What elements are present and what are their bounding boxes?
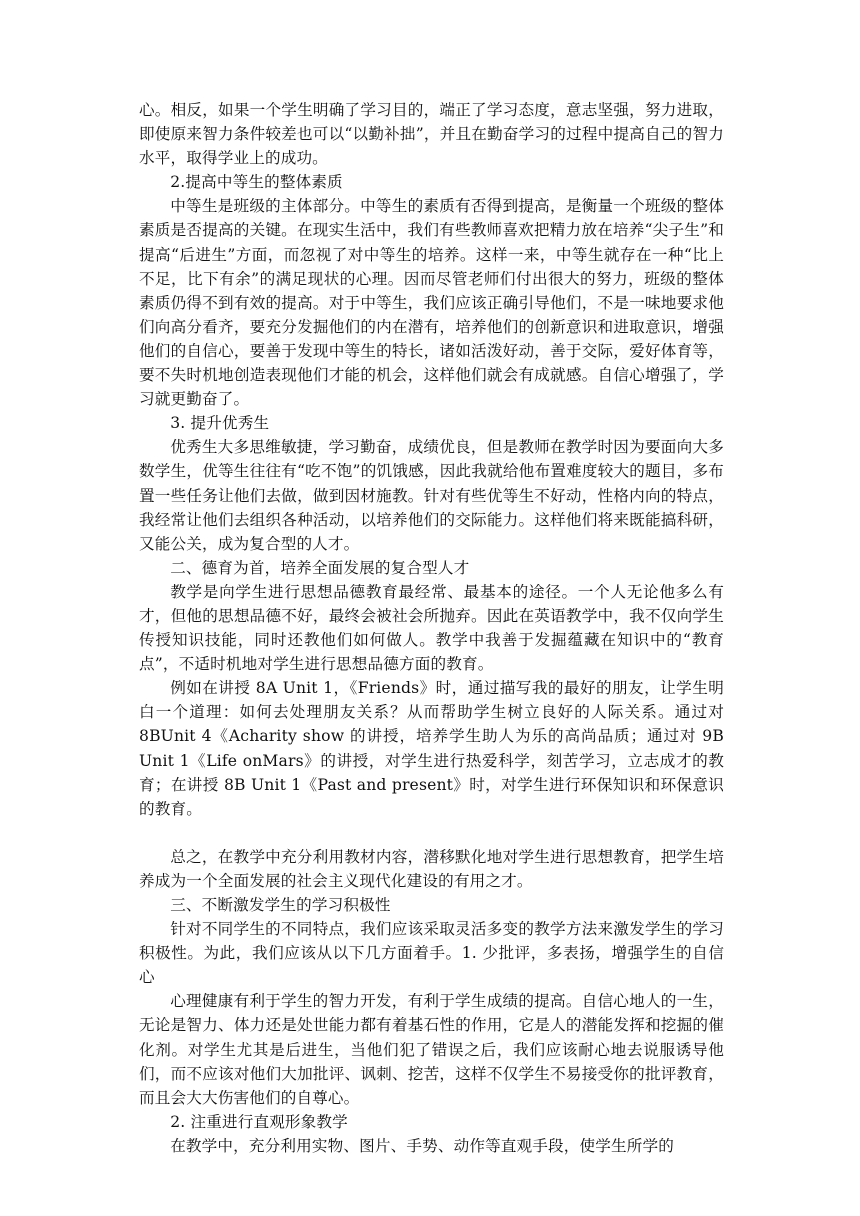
paragraph-middle-students: 中等生是班级的主体部分。中等生的素质有否得到提高，是衡量一个班级的整体素质是否提高的关键。在现实生活中，我们有些教师喜欢把精力放在培养“尖子生”和提高“后进生”方面，而忽视了对中等生的培养。这样一来，中等生就存在一种“比上不足，比下有余”的满足现状的心理。因而尽管老师们付出很大的努力，班级的整体素质仍得不到有效的提高。对于中等生，我们应该正确引导他们，不是一味地要求他们向高分看齐，要充分发掘他们的内在潜有，培养他们的创新意识和进取意识，增强他们的自信心，要善于发现中等生的特长，诸如活泼好动，善于交际，爱好体育等，要不失时机地创造表现他们才能的机会，这样他们就会有成就感。自信心增强了，学习就更勤奋了。	[139, 197, 724, 409]
heading-middle-students: 2.提高中等生的整体素质	[170, 173, 343, 192]
heading-motivation: 三、不断激发学生的学习积极性	[170, 896, 391, 914]
paragraph-continuation: 心。相反，如果一个学生明确了学习目的，端正了学习态度，意志坚强，努力进取，即使原来智力条件较差也可以“以勤补拙”，并且在勤奋学习的过程中提高自己的智力水平，取得学业上的成功。	[139, 101, 724, 168]
heading-visual-teaching: 2. 注重进行直观形象教学	[170, 1112, 348, 1131]
paragraph-visual-teaching: 在教学中，充分利用实物、图片、手势、动作等直观手段，使学生所学的	[170, 1136, 674, 1155]
document-page	[139, 98, 724, 1158]
heading-moral-education: 二、德育为首，培养全面发展的复合型人才	[170, 558, 470, 577]
paragraph-confidence: 心理健康有利于学生的智力开发，有利于学生成绩的提高。自信心地人的一生，无论是智力、体力还是处世能力都有着基石性的作用，它是人的潜能发挥和挖掘的催化剂。对学生尤其是后进生，当他们犯了错误之后，我们应该耐心地去说服诱导他们，而不应该对他们大加批评、讽刺、挖苦，这样不仅学生不易接受你的批评教育，而且会大大伤害他们的自尊心。	[139, 992, 724, 1107]
paragraph-top-students: 优秀生大多思维敏捷，学习勤奋，成绩优良，但是教师在教学时因为要面向大多数学生，优等生往往有“吃不饱”的饥饿感，因此我就给他布置难度较大的题目，多布置一些任务让他们去做，做到因材施教。针对有些优等生不好动，性格内向的特点，我经常让他们去组织各种活动，以培养他们的交际能力。这样他们将来既能搞科研，又能公关，成为复合型的人才。	[139, 438, 724, 553]
heading-top-students: 3. 提升优秀生	[170, 414, 270, 433]
paragraph-moral-education: 教学是向学生进行思想品德教育最经常、最基本的途径。一个人无论他多么有才，但他的思想品德不好，最终会被社会所抛弃。因此在英语教学中，我不仅向学生传授知识技能，同时还教他们如何做人。教学中我善于发掘蕴藏在知识中的“教育点”，不适时机地对学生进行思想品德方面的教育。	[139, 582, 724, 674]
blank-line	[139, 821, 724, 845]
paragraph-examples: 例如在讲授 8A Unit 1，《Friends》时，通过描写我的最好的朋友，让学生明白一个道理：如何去处理朋友关系？从而帮助学生树立良好的人际关系。通过对 8BUnit 4《Acharity show 的讲授，培养学生助人为乐的高尚品质；通过对 9B Unit 1《Life onMars》的讲授，对学生进行热爱科学，刻苦学习，立志成才的教育；在讲授 8B Unit 1《Past and present》时，对学生进行环保知识和环保意识的教育。	[139, 679, 724, 818]
paragraph-summary: 总之，在教学中充分利用教材内容，潜移默化地对学生进行思想教育，把学生培养成为一个全面发展的社会主义现代化建设的有用之才。	[139, 847, 724, 890]
paragraph-motivation: 针对不同学生的不同特点，我们应该采取灵活多变的教学方法来激发学生的学习积极性。为此，我们应该从以下几方面着手。1. 少批评，多表扬，增强学生的自信心	[139, 920, 724, 987]
